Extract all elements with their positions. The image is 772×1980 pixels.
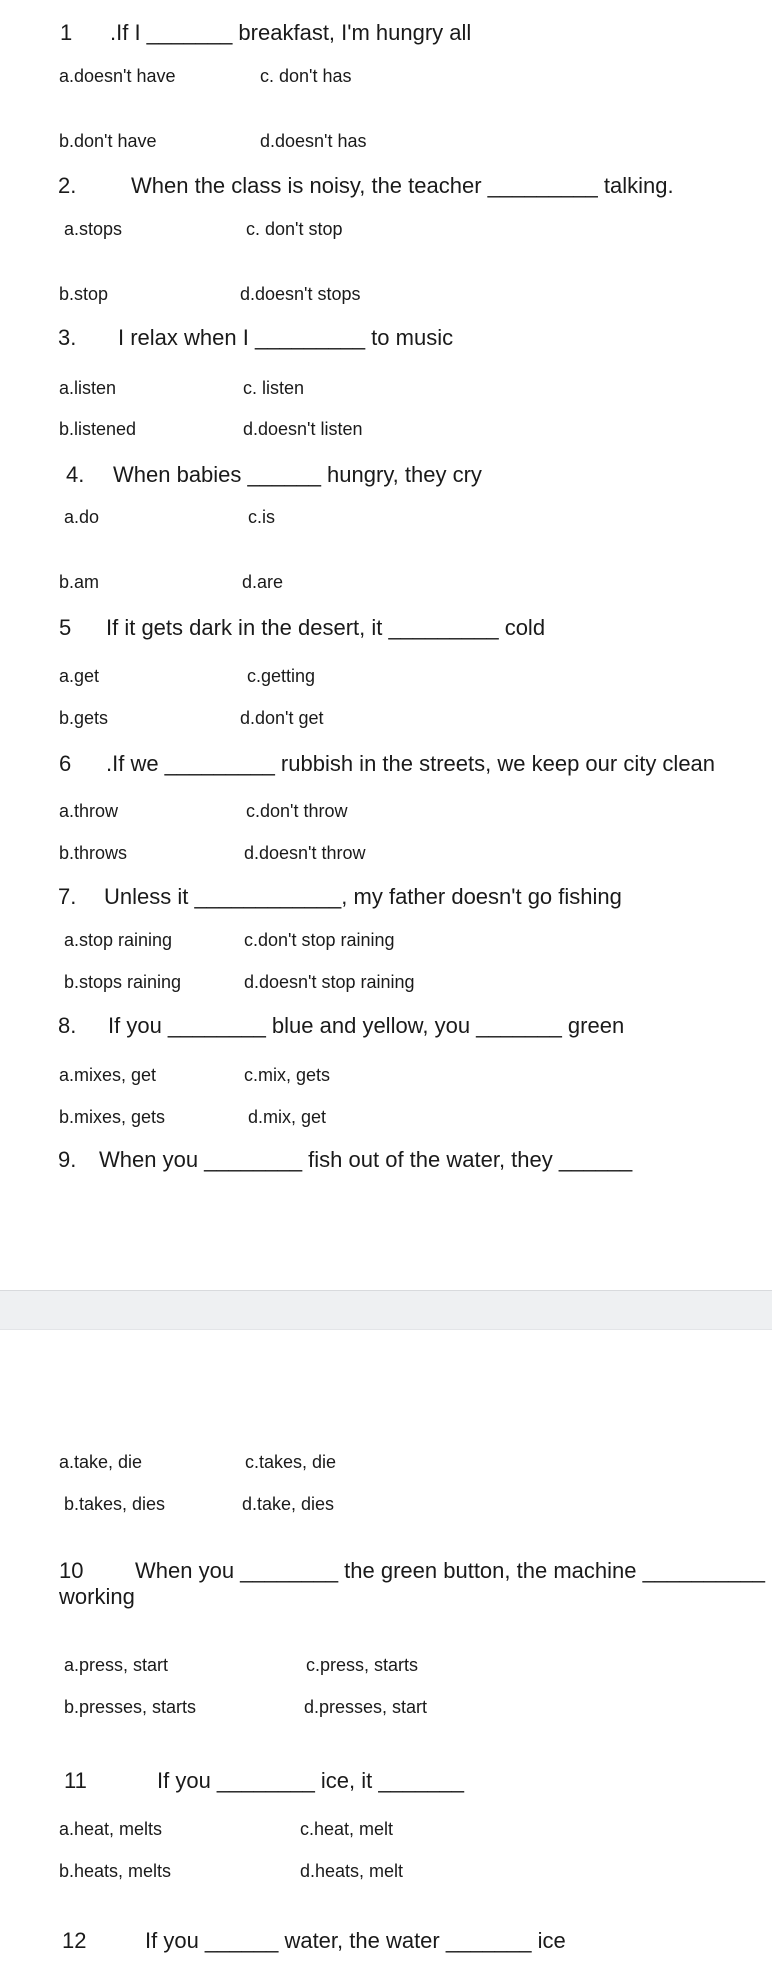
question-2-option-d: d.doesn't stops: [240, 284, 361, 304]
question-12-text: If you ______ water, the water _______ ice: [145, 1928, 566, 1953]
question-3-option-c: c. listen: [243, 378, 305, 398]
question-3-text: I relax when I _________ to music: [118, 325, 454, 350]
question-4-option-d: d.are: [242, 572, 284, 592]
question-7-option-c: c.don't stop raining: [244, 930, 395, 950]
question-11-number: 11: [64, 1768, 87, 1793]
question-10-option-a: a.press, start: [64, 1655, 169, 1675]
question-5-option-c: c.getting: [247, 666, 316, 686]
question-1-option-a: a.doesn't have: [59, 66, 176, 86]
question-5-number: 5: [59, 615, 72, 640]
question-9-option-a: a.take, die: [59, 1452, 143, 1472]
question-5-text: If it gets dark in the desert, it _________ cold: [106, 615, 546, 640]
question-11-option-d: d.heats, melt: [300, 1861, 404, 1881]
question-11-option-b: b.heats, melts: [59, 1861, 172, 1881]
question-9-option-c: c.takes, die: [245, 1452, 337, 1472]
question-9-option-b: b.takes, dies: [64, 1494, 166, 1514]
question-4-number: 4.: [66, 462, 85, 487]
question-6-text: .If we _________ rubbish in the streets, we keep our city clean: [106, 751, 716, 776]
question-4-option-c: c.is: [248, 507, 275, 527]
question-6-option-d: d.doesn't throw: [244, 843, 366, 863]
question-10-option-b: b.presses, starts: [64, 1697, 197, 1717]
question-11-option-a: a.heat, melts: [59, 1819, 163, 1839]
question-5-option-b: b.gets: [59, 708, 109, 728]
question-4-option-b: b.am: [59, 572, 100, 592]
question-3-option-b: b.listened: [59, 419, 137, 439]
question-8-text: If you ________ blue and yellow, you _______ green: [108, 1013, 625, 1038]
question-1-option-c: c. don't has: [260, 66, 352, 86]
question-10-text: When you ________ the green button, the machine __________: [135, 1558, 765, 1583]
question-7-option-a: a.stop raining: [64, 930, 173, 950]
page-break-divider: [0, 1290, 772, 1330]
question-7-text: Unless it ____________, my father doesn't go fishing: [104, 884, 622, 909]
question-2-number: 2.: [58, 173, 77, 198]
question-4-option-a: a.do: [64, 507, 100, 527]
question-9-option-d: d.take, dies: [242, 1494, 335, 1514]
question-5-option-d: d.don't get: [240, 708, 324, 728]
question-10-option-d: d.presses, start: [304, 1697, 428, 1717]
question-8-option-b: b.mixes, gets: [59, 1107, 166, 1127]
question-10-number: 10: [59, 1558, 84, 1583]
question-2-option-b: b.stop: [59, 284, 109, 304]
question-3-number: 3.: [58, 325, 77, 350]
question-11-text: If you ________ ice, it _______: [157, 1768, 465, 1793]
question-8-option-c: c.mix, gets: [244, 1065, 331, 1085]
question-6-number: 6: [59, 751, 72, 776]
question-2-option-a: a.stops: [64, 219, 123, 239]
question-8-option-a: a.mixes, get: [59, 1065, 157, 1085]
question-6-option-b: b.throws: [59, 843, 128, 863]
question-12-number: 12: [62, 1928, 87, 1953]
question-10-option-c: c.press, starts: [306, 1655, 419, 1675]
question-9-number: 9.: [58, 1147, 77, 1172]
question-8-number: 8.: [58, 1013, 77, 1038]
question-1-option-b: b.don't have: [59, 131, 157, 151]
question-1-option-d: d.doesn't has: [260, 131, 367, 151]
question-3-option-a: a.listen: [59, 378, 117, 398]
question-7-number: 7.: [58, 884, 77, 909]
question-11-option-c: c.heat, melt: [300, 1819, 394, 1839]
question-1-text: .If I _______ breakfast, I'm hungry all: [110, 20, 472, 45]
question-2-option-c: c. don't stop: [246, 219, 343, 239]
question-1-number: 1: [60, 20, 73, 45]
question-10-continuation: working: [59, 1584, 135, 1609]
question-7-option-d: d.doesn't stop raining: [244, 972, 415, 992]
question-7-option-b: b.stops raining: [64, 972, 182, 992]
question-6-option-a: a.throw: [59, 801, 119, 821]
question-4-text: When babies ______ hungry, they cry: [113, 462, 482, 487]
question-9-text: When you ________ fish out of the water, they ______: [99, 1147, 633, 1172]
question-3-option-d: d.doesn't listen: [243, 419, 363, 439]
question-5-option-a: a.get: [59, 666, 100, 686]
question-8-option-d: d.mix, get: [248, 1107, 327, 1127]
question-2-text: When the class is noisy, the teacher _________ talking.: [131, 173, 674, 198]
question-6-option-c: c.don't throw: [246, 801, 348, 821]
